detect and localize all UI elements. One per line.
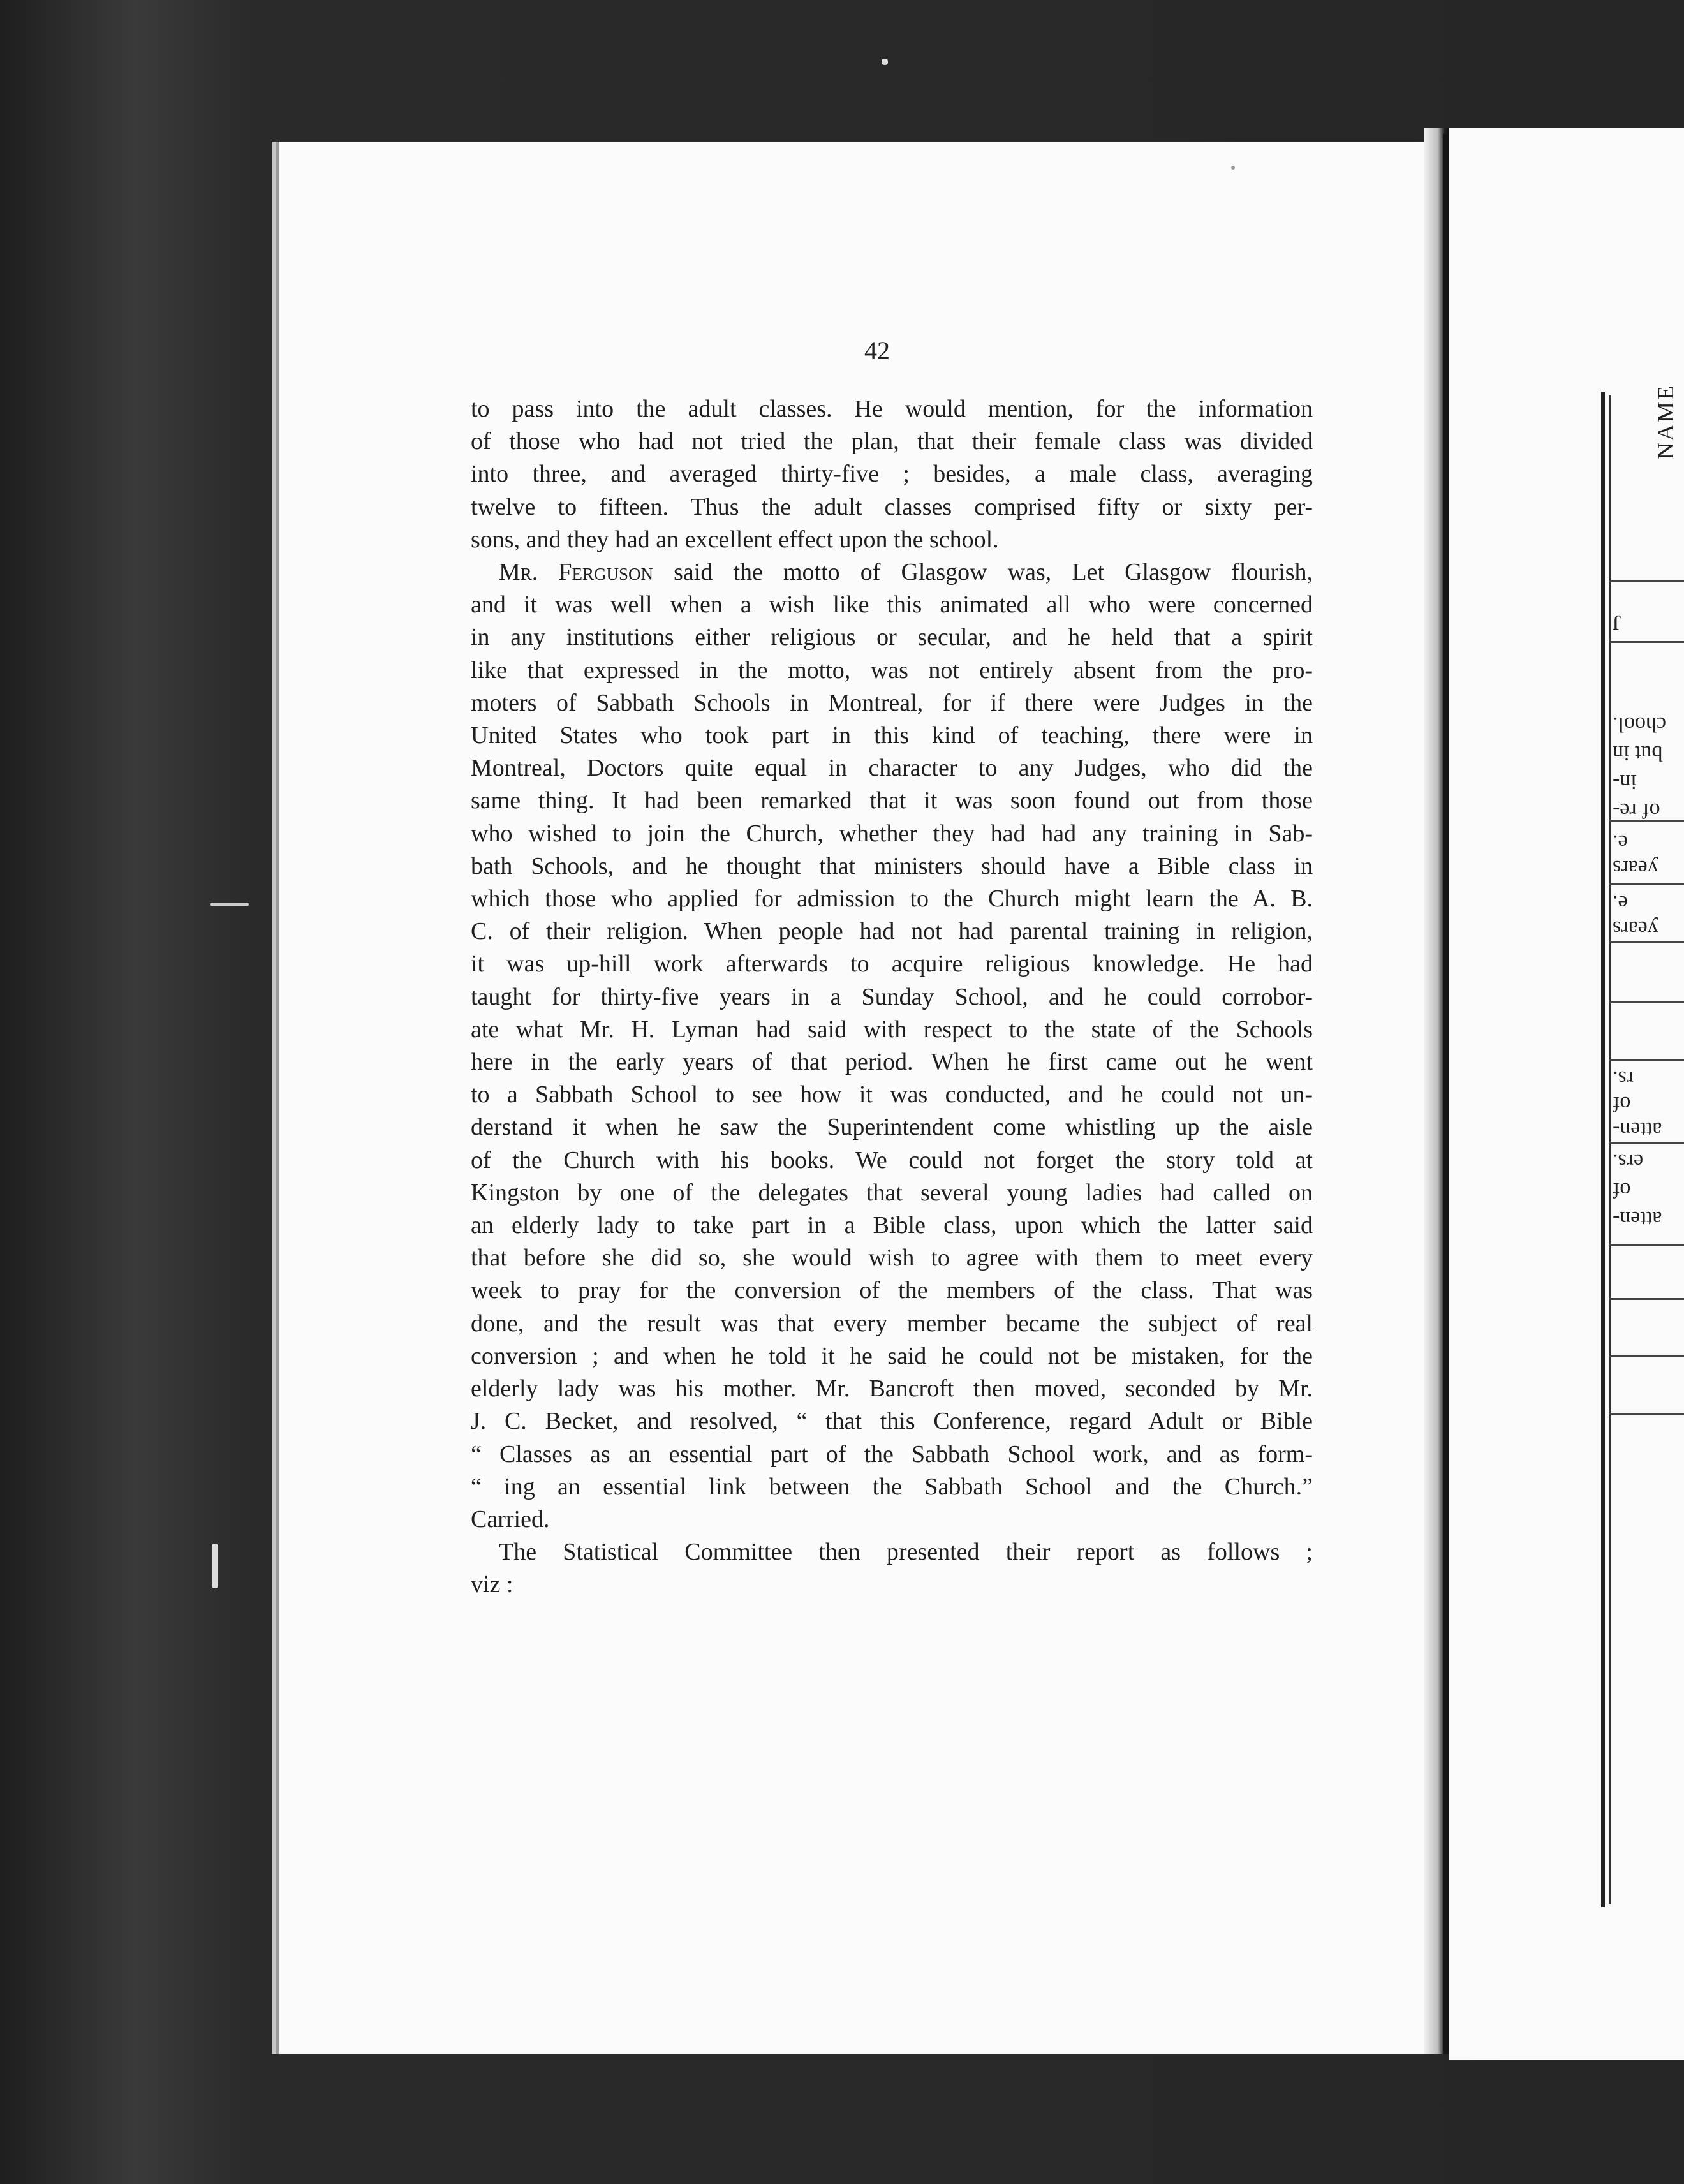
scan-speck	[882, 59, 888, 65]
facing-page-fragment: chool.	[1613, 712, 1667, 736]
book-spine	[1443, 134, 1447, 2054]
paragraph-line: done, and the result was that every member became the subject of real	[471, 1310, 1313, 1337]
paragraph-line: United States who took part in this kind of teaching, there were in	[471, 722, 1313, 749]
paragraph-line: J. C. Becket, and resolved, “ that this Conference, regard Adult or Bible	[471, 1408, 1313, 1435]
paragraph-line: same thing. It had been remarked that it was soon found out from those	[471, 787, 1313, 815]
paragraph-line: it was up-hill work afterwards to acquire religious knowledge. He had	[471, 950, 1313, 978]
facing-page-fragment: atten-	[1613, 1207, 1662, 1230]
paragraph-line: derstand it when he saw the Superintendent come whistling up the aisle	[471, 1114, 1313, 1141]
paragraph-line: that before she did so, she would wish to agree with them to meet every	[471, 1244, 1313, 1272]
speaker-name: Mr. Ferguson	[499, 559, 654, 586]
facing-table-rule	[1609, 641, 1684, 643]
facing-page-fragment: J	[1613, 610, 1621, 634]
paragraph-line: into three, and averaged thirty-five ; besides, a male class, averaging	[471, 461, 1313, 488]
paragraph-line: which those who applied for admission to the Church might learn the A. B.	[471, 885, 1313, 913]
facing-table-rule	[1609, 1059, 1684, 1061]
facing-table-rule	[1609, 1244, 1684, 1246]
paragraph-line: Kingston by one of the delegates that several young ladies had called on	[471, 1179, 1313, 1206]
facing-table-rule	[1609, 1355, 1684, 1357]
paragraph-line: week to pray for the conversion of the members of the class. That was	[471, 1277, 1313, 1304]
facing-table-rule	[1609, 1413, 1684, 1415]
paragraph-line: conversion ; and when he told it he said he could not be mistaken, for the	[471, 1342, 1313, 1369]
paragraph-line: elderly lady was his mother. Mr. Bancroft then moved, seconded by Mr.	[471, 1375, 1313, 1403]
paragraph-text: said the motto of Glasgow was, Let Glasgow flourish,	[653, 559, 1313, 586]
facing-table-border	[1601, 392, 1605, 1907]
paragraph-line: The Statistical Committee then presented their report as follows ;	[499, 1538, 1313, 1566]
scan-speck	[1231, 166, 1235, 170]
paragraph-line: who wished to join the Church, whether they had had any training in Sab-	[471, 820, 1313, 847]
paragraph-line: bath Schools, and he thought that ministers should have a Bible class in	[471, 852, 1313, 880]
scan-speck	[212, 1544, 218, 1588]
page-number: 42	[864, 336, 890, 365]
facing-page-fragment: rs.	[1613, 1066, 1634, 1090]
facing-page-fragment: years	[1613, 917, 1658, 940]
paragraph-line: viz :	[471, 1571, 513, 1598]
paragraph-line: moters of Sabbath Schools in Montreal, for if there were Judges in the	[471, 689, 1313, 716]
paragraph-line: like that expressed in the motto, was not entirely absent from the pro-	[471, 656, 1313, 684]
scan-speck	[211, 903, 249, 906]
paragraph-line	[471, 556, 1313, 589]
facing-page-fragment: of	[1613, 1178, 1631, 1202]
paragraph-line: an elderly lady to take part in a Bible class, upon which the latter said	[471, 1212, 1313, 1239]
facing-page-fragment: atten-	[1613, 1118, 1662, 1141]
facing-page-fragment: e.	[1613, 891, 1628, 915]
facing-page-fragment: in-	[1613, 770, 1637, 793]
paragraph-line: Carried.	[471, 1505, 550, 1533]
facing-table-border-inner	[1609, 395, 1611, 1904]
paragraph-line: of those who had not tried the plan, that their female class was divided	[471, 428, 1313, 455]
facing-page-fragment: ers.	[1613, 1149, 1644, 1173]
facing-page-fragment: but in	[1613, 741, 1663, 765]
paragraph-line: of the Church with his books. We could not forget the story told at	[471, 1146, 1313, 1174]
paragraph-line: ate what Mr. H. Lyman had said with respect to the state of the Schools	[471, 1015, 1313, 1043]
facing-page-fragment: e.	[1613, 830, 1628, 854]
paragraph-line: “ Classes as an essential part of the Sabbath School work, and as form-	[471, 1440, 1313, 1468]
paragraph-line: to pass into the adult classes. He would mention, for the information	[471, 395, 1313, 422]
facing-page-fragment: years	[1613, 856, 1658, 880]
paragraph-line: Montreal, Doctors quite equal in character to any Judges, who did the	[471, 755, 1313, 782]
paragraph-line: “ ing an essential link between the Sabbath School and the Church.”	[471, 1473, 1313, 1500]
facing-table-rule	[1609, 580, 1684, 582]
paragraph-line: to a Sabbath School to see how it was conducted, and he could not un-	[471, 1081, 1313, 1109]
facing-table-rule	[1609, 1298, 1684, 1300]
paragraph-line: here in the early years of that period. When he first came out he went	[471, 1049, 1313, 1076]
facing-page-fragment: of re-	[1613, 799, 1660, 822]
facing-table-rule	[1609, 1001, 1684, 1003]
paragraph-line: C. of their religion. When people had not had parental training in religion,	[471, 918, 1313, 945]
facing-table-rule	[1609, 941, 1684, 943]
paragraph-line: twelve to fifteen. Thus the adult classes comprised fifty or sixty per-	[471, 493, 1313, 520]
facing-table-rule	[1609, 883, 1684, 885]
paragraph-line: and it was well when a wish like this animated all who were concerned	[471, 591, 1313, 619]
facing-page-fragment: of	[1613, 1092, 1631, 1116]
paragraph-line: taught for thirty-five years in a Sunday School, and he could corrobor-	[471, 983, 1313, 1010]
paragraph-line: sons, and they had an excellent effect upon the school.	[471, 526, 999, 553]
facing-page-header: NAME	[1653, 384, 1678, 459]
facing-table-rule	[1609, 1142, 1684, 1144]
page-body	[471, 393, 1313, 1602]
paragraph-line: in any institutions either religious or secular, and he held that a spirit	[471, 624, 1313, 651]
